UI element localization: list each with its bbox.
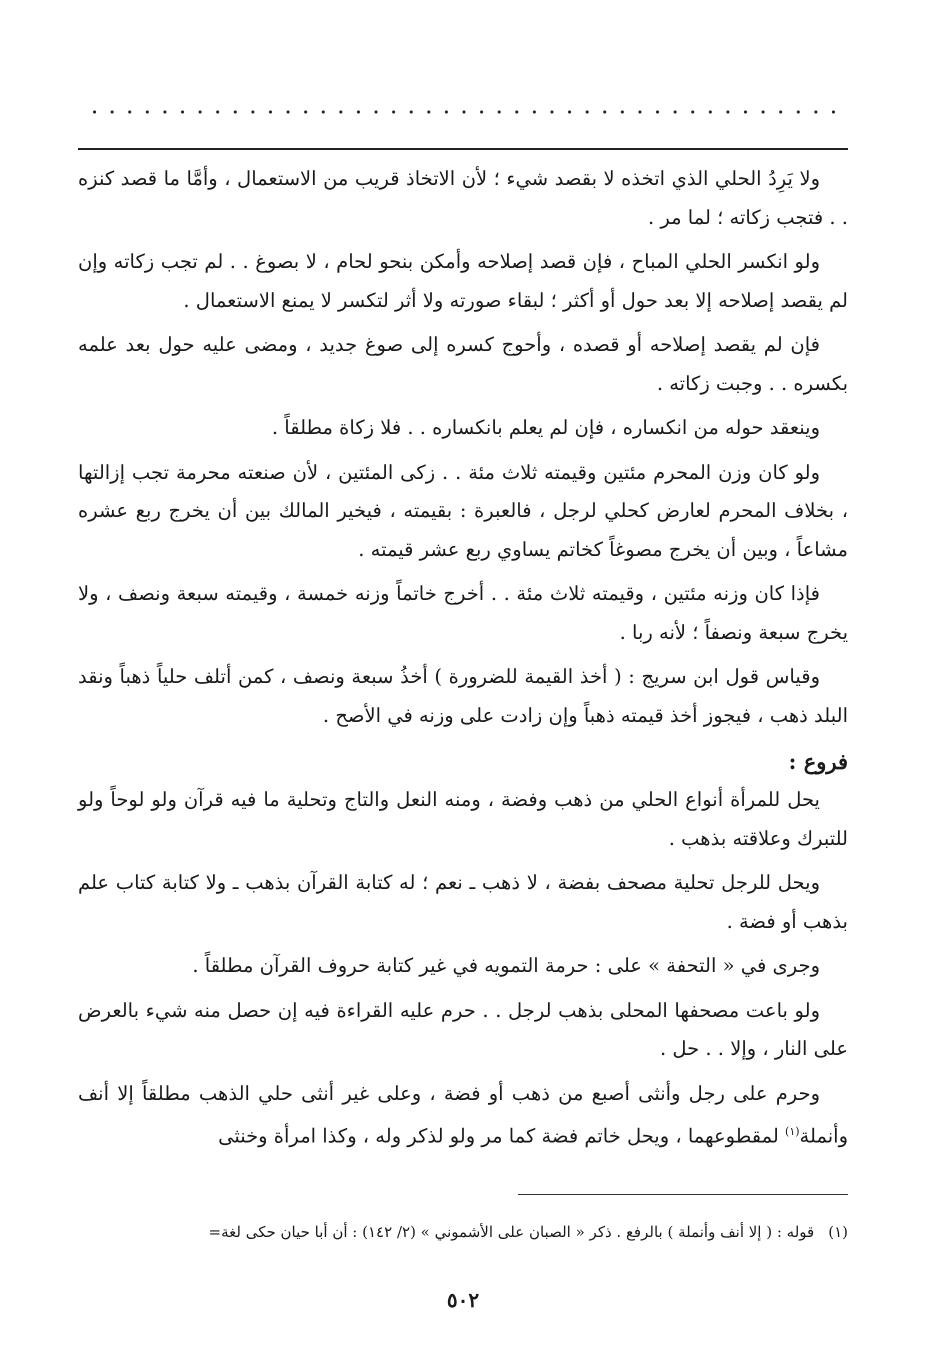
paragraph: ولا يَرِدُ الحلي الذي اتخذه لا بقصد شيء ؛ لأن الاتخاذ قريب من الاستعمال ، وأمَّا ما قصد كنزه . . فتجب زكاته ؛ لما مر .	[78, 167, 848, 229]
footnote-reference[interactable]: (١)	[785, 1125, 800, 1138]
branch-paragraph: ويحل للرجل تحلية مصحف بفضة ، لا ذهب ـ نعم ؛ له كتابة القرآن بذهب ـ ولا كتابة كتاب علم بذهب أو فضة .	[78, 871, 848, 933]
footnote-number: (١)	[828, 1223, 848, 1241]
footnote-text: قوله : ( إلا أنف وأنملة ) بالرفع . ذكر « الصبان على الأشموني » (٢/ ١٤٢) : أن أبا حيان حكى لغة=	[208, 1223, 815, 1241]
main-text	[78, 160, 848, 1162]
paragraph: فإذا كان وزنه مئتين ، وقيمته ثلاث مئة . . أخرج خاتماً وزنه خمسة ، وقيمته سبعة ونصف ، ولا يخرج سبعة ونصفاً ؛ لأنه ربا .	[78, 582, 848, 644]
branch-paragraph: وجرى في « التحفة » على : حرمة التمويه في غير كتابة حروف القرآن مطلقاً .	[192, 954, 820, 977]
branch-paragraph: ولو باعت مصحفها المحلى بذهب لرجل . . حرم عليه القراءة فيه إن حصل منه شيء بالعرض على النار ، وإلا . . حل .	[78, 998, 848, 1060]
paragraph: فإن لم يقصد إصلاحه أو قصده ، وأحوج كسره إلى صوغ جديد ، ومضى عليه حول بعد علمه بكسره . . وجبت زكاته .	[78, 333, 848, 395]
paragraph: وينعقد حوله من انكساره ، فإن لم يعلم بانكساره . . فلا زكاة مطلقاً .	[271, 416, 820, 439]
branch-paragraph: يحل للمرأة أنواع الحلي من ذهب وفضة ، ومنه النعل والتاج وتحلية ما فيه قرآن ولو لوحاً ولو للتبرك وعلاقته بذهب .	[78, 788, 848, 850]
last-paragraph	[78, 1075, 848, 1157]
last-paragraph-end: لمقطوعهما ، ويحل خاتم فضة كما مر ولو لذكر وله ، وكذا امرأة وخنثى	[218, 1124, 786, 1148]
header-dotted-line	[88, 108, 840, 116]
page-number: ٥٠٢	[446, 1288, 480, 1312]
last-paragraph-start: وحرم على رجل وأنثى أصبع من ذهب أو فضة ، وعلى غير أنثى حلي الذهب مطلقاً إلا أنف وأنملة	[78, 1081, 848, 1148]
footnote	[78, 1220, 848, 1244]
paragraph: وقياس قول ابن سريج : ( أخذ القيمة للضرورة ) أخذُ سبعة ونصف ، كمن أتلف حلياً ذهباً ونقد البلد ذهب ، فيجوز أخذ قيمته ذهباً وإن زادت على وزنه في الأصح .	[78, 665, 848, 727]
paragraph: ولو كان وزن المحرم مئتين وقيمته ثلاث مئة . . زكى المئتين ، لأن صنعته محرمة تجب إزالتها ، بخلاف المحرم لعارض كحلي لرجل ، فالعبرة : بقيمته ، فيخير المالك بين أن يخرج ربع عشره مشاعاً ، وبين أن يخرج مصوغاً كخاتم يساوي ربع عشر قيمته .	[78, 460, 848, 561]
book-page	[78, 92, 848, 1352]
header-rule	[78, 148, 848, 150]
footnote-separator	[518, 1194, 848, 1195]
section-heading: فروع :	[788, 749, 848, 774]
paragraph: ولو انكسر الحلي المباح ، فإن قصد إصلاحه وأمكن بنحو لحام ، لا بصوغ . . لم تجب زكاته وإن لم يقصد إصلاحه إلا بعد حول أو أكثر ؛ لبقاء صورته ولا أثر لتكسر لا يمنع الاستعمال .	[78, 250, 848, 312]
